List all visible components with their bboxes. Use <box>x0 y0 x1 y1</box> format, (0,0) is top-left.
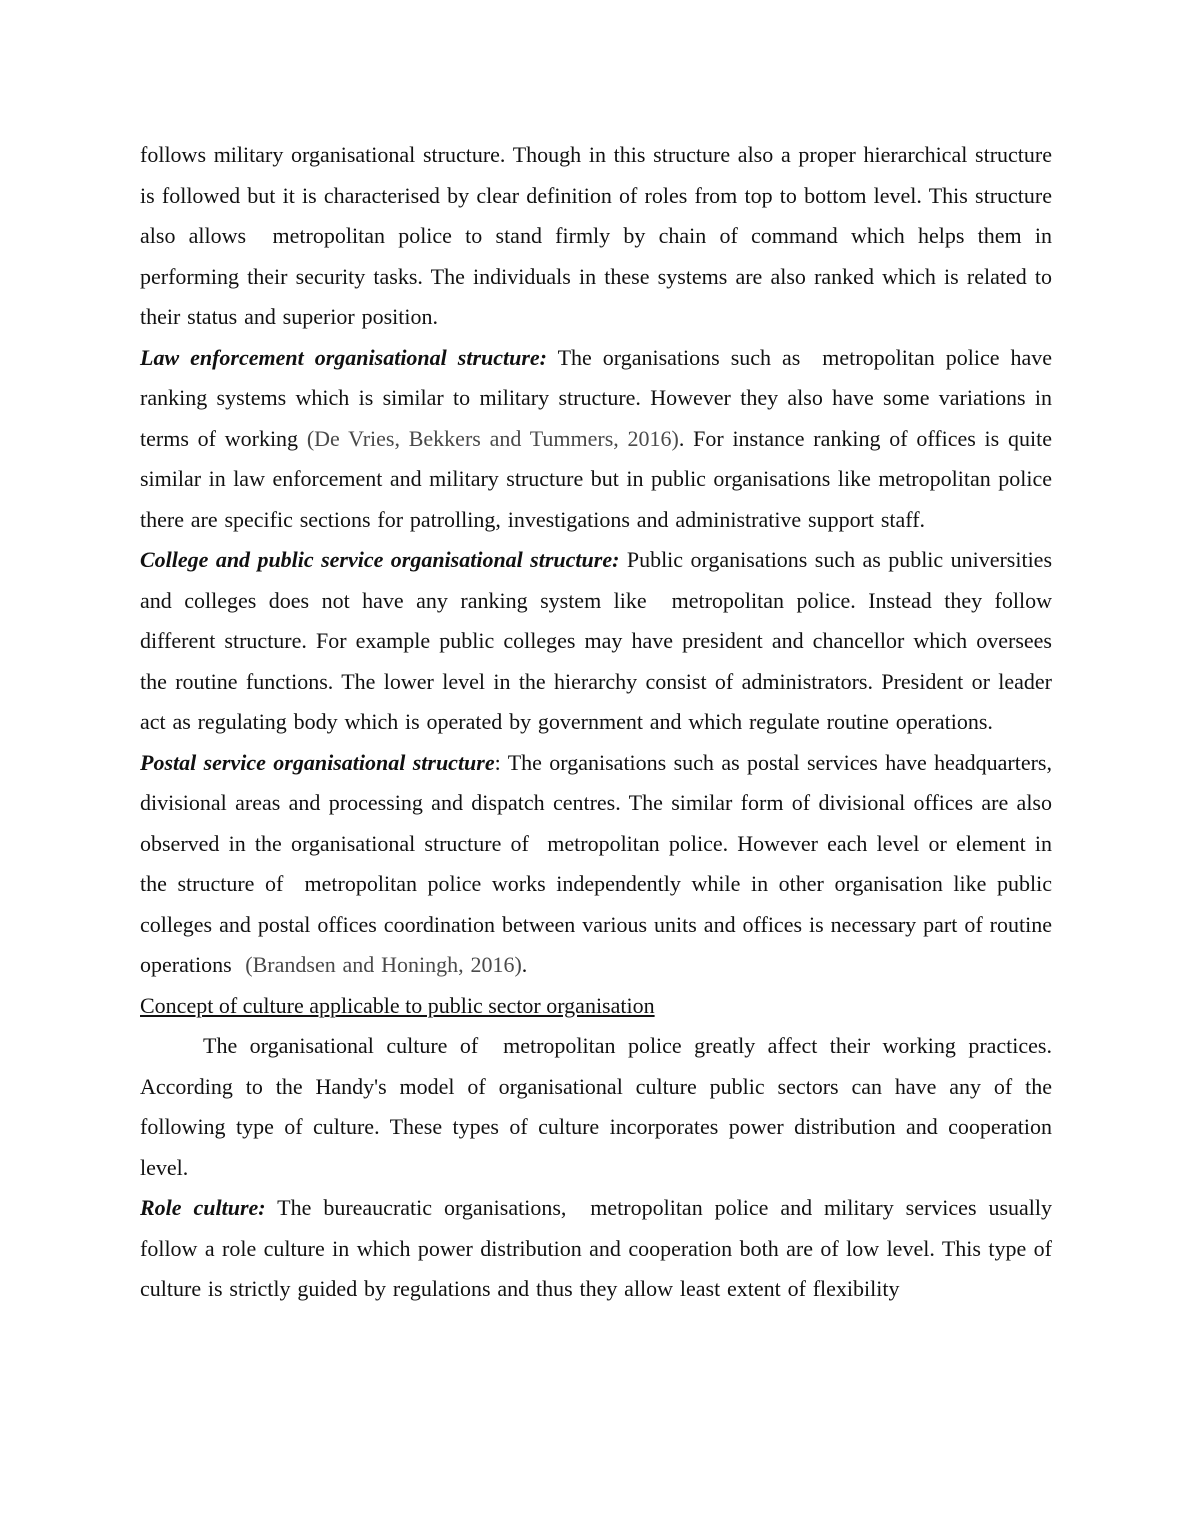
citation-de-vries-bekkers-tummers: (De Vries, Bekkers and Tummers, 2016) <box>306 425 679 451</box>
paragraph-postal-service-structure <box>140 743 1052 986</box>
paragraph-college-public-service-structure <box>140 540 1052 743</box>
paragraph-text: The bureaucratic organisations, metropolitan police and military services usually follow a role culture in which power distribution and cooperation both are of low level. This type of culture is strictly guided by regulations and thus they allow least extent of flexibility <box>140 1195 1053 1301</box>
paragraph-law-enforcement-structure <box>140 338 1052 541</box>
paragraph-organisational-culture-intro <box>140 1026 1052 1188</box>
citation-brandsen-honingh: (Brandsen and Honingh, 2016) <box>245 952 522 977</box>
paragraph-text: follows military organisational structure. Though in this structure also a proper hierarchical structure is followed but it is characterised by clear definition of roles from top to bottom level. This structure also allows metropolitan police to stand firmly by chain of command which helps them in performing their security tasks. The individuals in these systems are also ranked which is related to their status and superior position. <box>140 142 1052 329</box>
paragraph-text: . For instance ranking of offices is quite similar in law enforcement and military structure but in public organisations like metropolitan police there are specific sections for patrolling, investigations and administrative support staff. <box>140 425 1052 532</box>
section-heading-text: Concept of culture applicable to public sector organisation <box>140 992 655 1018</box>
paragraph-lead-postal-service: Postal service organisational structure <box>140 749 495 775</box>
paragraph-text: . <box>521 952 528 977</box>
paragraph-text: : The organisations such as postal services have headquarters, divisional areas and processing and dispatch centres. The similar form of divisional offices are also observed in the organisational structure of metropolitan police. However each level or element in the structure of metropolitan police works independently while in other organisation like public colleges and postal offices coordination between various units and offices is necessary part of routine operations <box>140 749 1052 977</box>
paragraph-lead-law-enforcement: Law enforcement organisational structure: <box>140 344 547 370</box>
paragraph-military-structure <box>140 135 1052 338</box>
paragraph-text: The organisational culture of metropolitan police greatly affect their working practices. According to the Handy's model of organisational culture public sectors can have any of the following type of culture. These types of culture incorporates power distribution and cooperation level. <box>140 1033 1052 1180</box>
paragraph-lead-role-culture: Role culture: <box>140 1195 266 1220</box>
paragraph-lead-college-public-service: College and public service organisational structure: <box>140 547 620 572</box>
paragraph-text: Public organisations such as public universities and colleges does not have any ranking system like metropolitan police. Instead they follow different structure. For example public colleges may have president and chancellor which oversees the routine functions. The lower level in the hierarchy consist of administrators. President or leader act as regulating body which is operated by government and which regulate routine operations. <box>140 547 1053 734</box>
paragraph-role-culture <box>140 1188 1052 1310</box>
paragraph-text: The organisations such as metropolitan police have ranking systems which is similar to military structure. However they also have some variations in terms of working <box>140 344 1052 451</box>
section-heading-concept-of-culture <box>140 986 1052 1027</box>
